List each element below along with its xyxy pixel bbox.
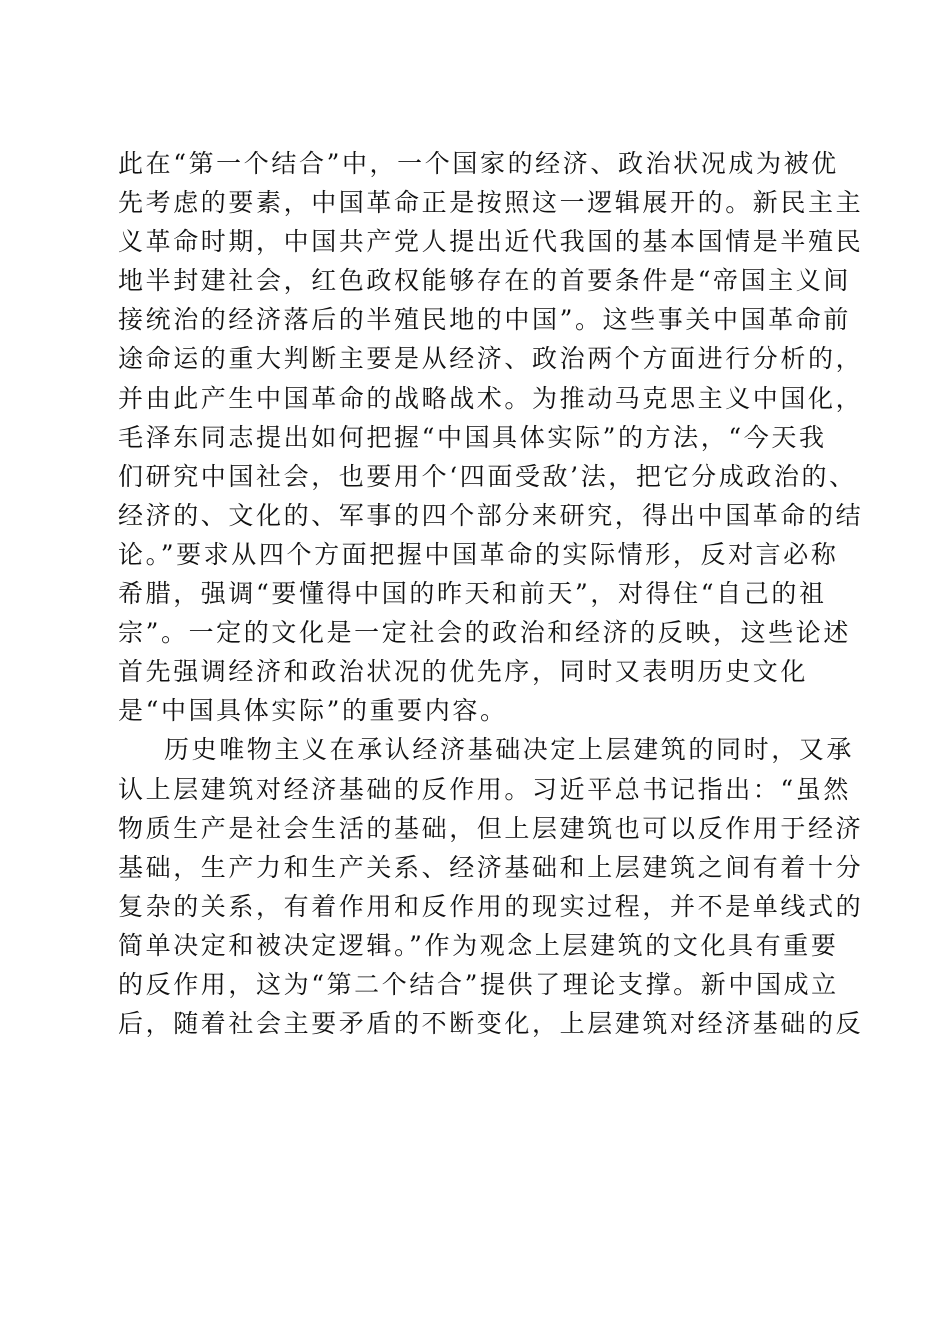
text-line: 们研究中国社会，也要用个‘四面受敌’法，把它分成政治的、 [118,461,857,491]
paragraph [118,730,864,1043]
text-line: 希腊，强调“要懂得中国的昨天和前天”，对得住“自己的祖 [118,579,827,609]
text-line: 此在“第一个结合”中，一个国家的经济、政治状况成为被优 [118,149,839,178]
text-line: 物质生产是社会生活的基础，但上层建筑也可以反作用于经济 [118,813,864,843]
text-line: 毛泽东同志提出如何把握“中国具体实际”的方法，“今天我 [118,422,827,452]
text-line: 并由此产生中国革命的战略战术。为推动马克思主义中国化， [118,383,864,413]
text-line: 宗”。一定的文化是一定社会的政治和经济的反映，这些论述 [118,618,851,648]
text-line: 义革命时期，中国共产党人提出近代我国的基本国情是半殖民 [118,227,864,257]
text-line: 接统治的经济落后的半殖民地的中国”。这些事关中国革命前 [118,305,851,335]
text-line: 地半封建社会，红色政权能够存在的首要条件是“帝国主义间 [118,266,851,296]
text-line: 历史唯物主义在承认经济基础决定上层建筑的同时，又承 [164,735,855,765]
text-line: 后，随着社会主要矛盾的不断变化，上层建筑对经济基础的反 [118,1009,864,1039]
text-line: 复杂的关系，有着作用和反作用的现实过程，并不是单线式的 [118,891,864,921]
text-line: 是“中国具体实际”的重要内容。 [118,696,508,726]
text-line: 先考虑的要素，中国革命正是按照这一逻辑展开的。新民主主 [118,188,864,218]
text-line: 首先强调经济和政治状况的优先序，同时又表明历史文化 [118,657,809,687]
paragraph [118,144,864,730]
text-line: 论。”要求从四个方面把握中国革命的实际情形，反对言必称 [118,539,839,569]
text-line: 途命运的重大判断主要是从经济、政治两个方面进行分析的， [118,344,864,374]
text-line: 经济的、文化的、军事的四个部分来研究，得出中国革命的结 [118,500,864,530]
text-line: 的反作用，这为“第二个结合”提供了理论支撑。新中国成立 [118,969,839,999]
text-line: 简单决定和被决定逻辑。”作为观念上层建筑的文化具有重要 [118,930,839,960]
text-line: 认上层建筑对经济基础的反作用。习近平总书记指出：“虽然 [118,774,851,804]
text-line: 基础，生产力和生产关系、经济基础和上层建筑之间有着十分 [118,852,864,882]
body-text [118,144,864,1043]
